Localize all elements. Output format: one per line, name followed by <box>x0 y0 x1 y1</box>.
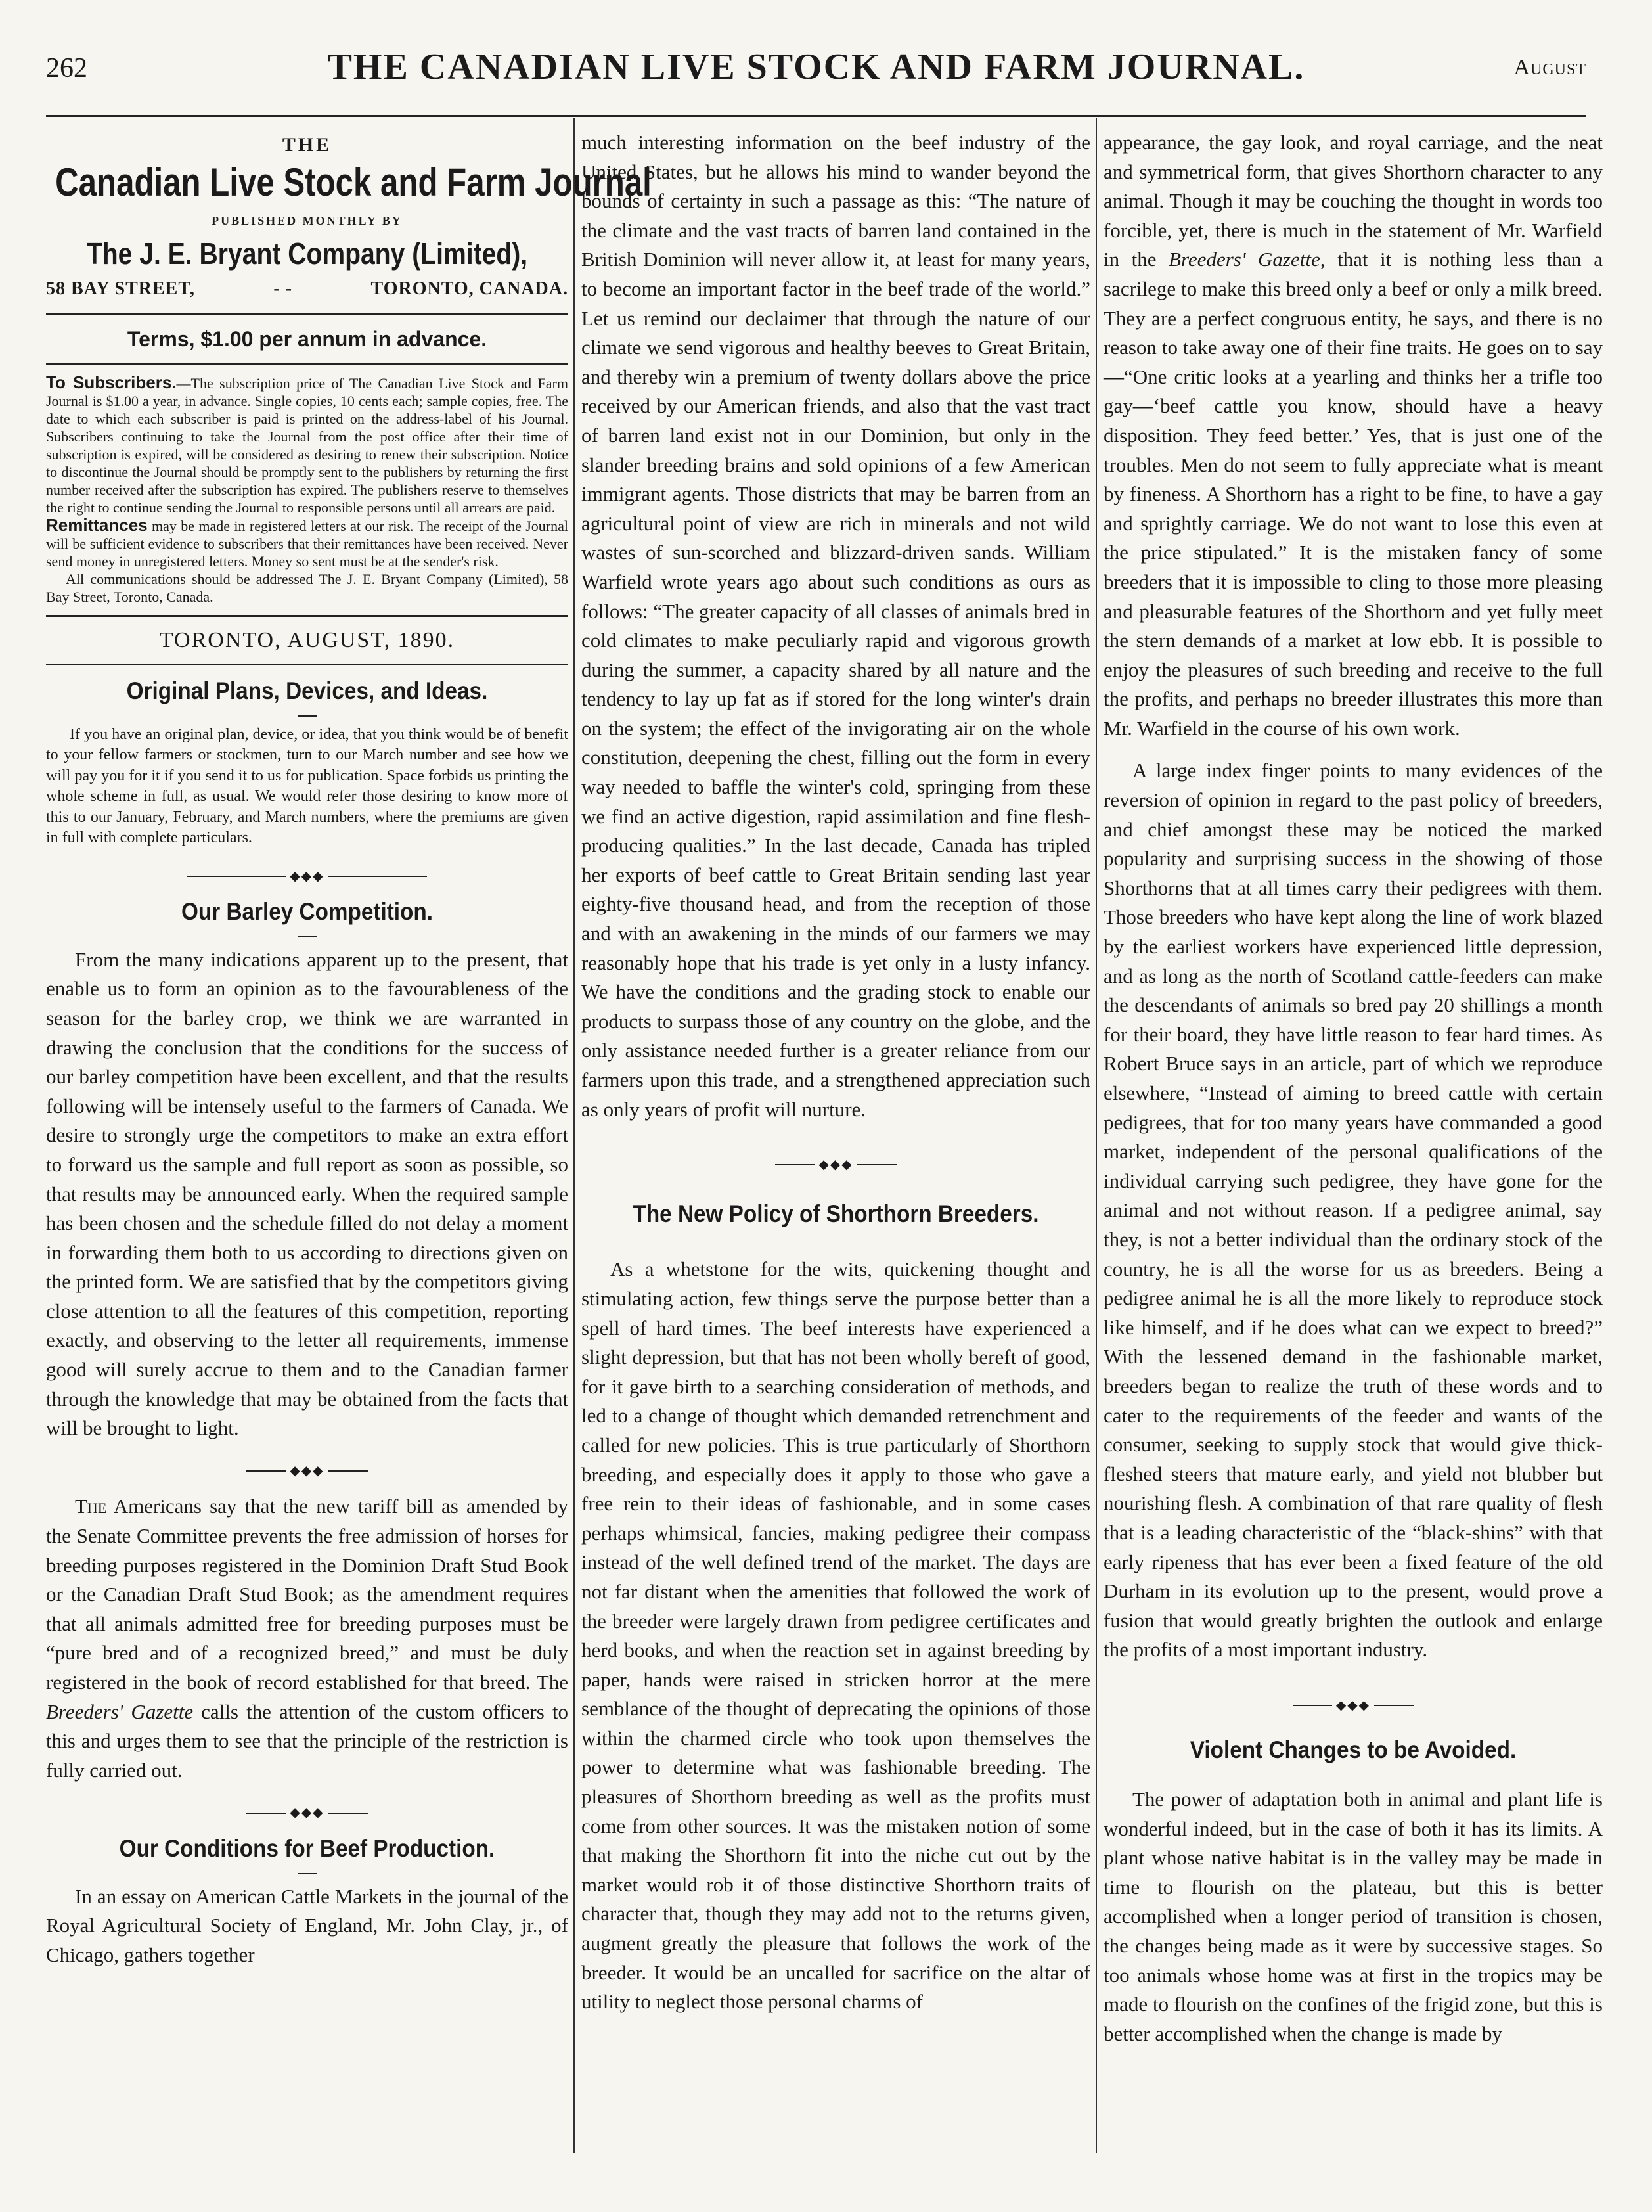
subscribers-text: —The subscription price of The Canadian Live Stock and Farm Journal is $1.00 a year, in advance. Single copies, 10 cents each; sample copies, free. The date to which each subscriber is paid is printed on the address-label of his Journal. Subscribers continuing to take the Journal from the post office after their time of subscription is expired, will be considered as desiring to renew their subscription. Notice to discontinue the Journal should be promptly sent to the publishers by returning the first number received after the subscription has expired. The publishers reserve to themselves the right to continue sending the Journal to responsible persons until all arrears are paid. <box>46 375 568 516</box>
masthead-company: The J. E. Bryant Company (Limited), <box>86 237 528 271</box>
header-rule <box>46 115 1586 117</box>
address-street: 58 BAY STREET, <box>46 279 195 300</box>
title-dash <box>298 1873 317 1874</box>
masthead <box>46 131 652 304</box>
dateline: TORONTO, AUGUST, 1890. <box>159 628 455 653</box>
title-dash <box>298 715 317 717</box>
column-1 <box>46 128 652 2153</box>
masthead-title: Canadian Live Stock and Farm Journal <box>55 160 652 204</box>
terms: Terms, $1.00 per annum in advance. <box>127 327 487 351</box>
paragraph: As a whetstone for the wits, quickening thought and stimulating action, few things serve the purpose better than a spell of hard times. The beef interests have experienced a slight depression, but that has not been wholly bereft of good, for it gave birth to a searching consideration of methods, and led to a change of thought which demanded retrenchment and called for new policies. This is true particularly of Shorthorn breeding, and especially does it apply to those who gave a free rein to their ideas of fashionable, and in some cases perhaps whimsical, fancies, making pedigree their compass instead of the well defined trend of the market. The days are not far distant when the amenities that followed the work of the breeder were largely drawn from pedigree certificates and herd books, and when the reaction set in against breeding by paper, hands were raised in stricken horror at the mere semblance of the thought of deprecating the opinions of those within the charmed circle who took upon themselves the power to determine what was fashionable breeding. The pleasures of Shorthorn breeding as well as the profits must come from other sources. It was the mistaken notion of some that making the Shorthorn fit into the niche cut out by the market would rob it of those distinctive Shorthorn traits of character that, though they may add not to the returns given, augment greatly the pleasure that follows the work of the breeder. It would be an uncalled for sacrifice on the altar of utility to neglect those personal charms of <box>581 1257 1090 2014</box>
shorthorn-text: , that it is nothing less than a sacrilege to make this breed only a beef or only a milk breed. They are a perfect congruous entity, he says, and there is no reason to take away one of their fine traits. He goes on to say—“One critic looks at a yearling and thinks her a trifle too gay—‘beef cattle you know, should have a heavy disposition. They feed better.’ Yes, that is just one of the troubles. Men do not seem to fully appreciate what is meant by fineness. A Shorthorn has a right to be fine, to have a gay and sprightly carriage. We do not want to lose this even at the price stipulated.” It is the mistaken fancy of some breeders that it is impossible to cling to those more pleasing and pleasurable features of the Shorthorn and yet fully meet the stern demands of a market at low ebb. It is possible to enjoy the pleasures of such breeding and receive to the full the profits, and perhaps no breeder illustrates this more than Mr. Warfield in the course of his own work. <box>1104 248 1603 740</box>
address-separator: - - <box>273 279 293 300</box>
subscribers-lead: To Subscribers. <box>46 372 177 393</box>
issue-month: August <box>1513 55 1586 79</box>
subscribers-notice <box>46 374 568 516</box>
running-title: THE CANADIAN LIVE STOCK AND FARM JOURNAL. <box>327 47 1305 87</box>
title-dash <box>298 936 317 937</box>
paragraph: The power of adaptation both in animal and plant life is wonderful indeed, but in the case of both it has its limits. A plant whose native habitat is in the valley may be made in time to flourish on the plateau, but this is better accomplished when a longer period of transition is chosen, the changes being made as it were by successive stages. So too animals whose home was at first in the tropics may be made to flourish on the confines of the frigid zone, but this is better accomplished when the change is made by <box>1104 1788 1603 2045</box>
shorthorn-text: appearance, the gay look, and royal carriage, and the neat and symmetrical form, that gives Shorthorn character to any animal. Though it may be couching the thought in words too forcible, yet, there is much in the statement of Mr. Warfield in the <box>1104 131 1603 271</box>
rule <box>46 363 568 365</box>
address-notice: All communications should be addressed The J. E. Bryant Company (Limited), 58 Bay Street, Toronto, Canada. <box>46 571 568 606</box>
paragraph-lead: The <box>75 1495 107 1518</box>
section-ornament: ◆◆◆ <box>46 1798 568 1828</box>
rule <box>46 615 568 617</box>
subscription-notices <box>46 374 568 606</box>
masthead-address <box>46 275 568 304</box>
remittances-lead: Remittances <box>46 515 148 535</box>
section-ornament: ◆◆◆ <box>46 862 568 892</box>
remittances-text: may be made in registered letters at our risk. The receipt of the Journal will be sufficient evidence to subscribers that their remittances have been received. Never send money in unregistered letters. Money so sent must be at the sender's risk. <box>46 518 568 570</box>
column-divider <box>1096 118 1097 2153</box>
paragraph <box>1104 128 1603 743</box>
article-title: Original Plans, Devices, and Ideas. <box>126 677 488 704</box>
article-title: Our Barley Competition. <box>181 898 434 926</box>
gazette-title: Breeders' Gazette <box>46 1700 194 1723</box>
remittances-notice <box>46 516 568 570</box>
rule <box>46 313 568 315</box>
column-3 <box>1104 128 1603 2153</box>
section-ornament: ◆◆◆ <box>46 1456 568 1486</box>
column-divider <box>573 118 575 2153</box>
masthead-published: PUBLISHED MONTHLY BY <box>212 214 403 227</box>
masthead-the: THE <box>282 134 332 156</box>
article-title: Violent Changes to be Avoided. <box>1190 1736 1517 1764</box>
paragraph <box>46 1492 568 1785</box>
tariff-text: Americans say that the new tariff bill as amended by the Senate Committee prevents the free admission of horses for breeding purposes registered in the Dominion Draft Stud Book or the Canadian Draft Stud Book; as the amendment requires that all animals admitted free for breeding purposes must be “pure bred and of a recognized breed,” and must be duly registered in the book of record established for that breed. The <box>46 1495 568 1694</box>
gazette-title: Breeders' Gazette <box>1169 248 1320 271</box>
page-header <box>46 46 1586 105</box>
paragraph: In an essay on American Cattle Markets in the journal of the Royal Agricultural Society of England, Mr. John Clay, jr., of Chicago, gathers together <box>46 1884 568 1966</box>
paragraph: If you have an original plan, device, or idea, that you think would be of benefit to your fellow farmers or stockmen, turn to our March number and see how we will pay you for it if you send it to us for publication. Space forbids us printing the whole scheme in full, as usual. We would refer those desiring to know more of this to our January, February, and March numbers, where the premiums are given in full with complete particulars. <box>46 725 568 847</box>
column-2 <box>581 128 1090 2153</box>
section-ornament: ◆◆◆ <box>581 1150 1090 1180</box>
page-number: 262 <box>46 53 87 83</box>
address-city: TORONTO, CANADA. <box>370 279 568 300</box>
paragraph: A large index finger points to many evidences of the reversion of opinion in regard to the past policy of breeders, and chief amongst these may be noticed the marked popularity and surprising success in the showing of those Shorthorns that at all times carry their pedigrees with them. Those breeders who have kept along the line of work blazed by the earliest workers have experienced little depression, and as long as the north of Scotland cattle-feeders can make the descendants of animals so bred pay 20 shillings a month for their board, they have little reason to fear hard times. As Robert Bruce says in an article, part of which we reproduce elsewhere, “Instead of aiming to breed cattle with certain pedigrees, that for too many years have commanded a good market, independent of the personal qualifications of the individual carrying such pedigree, they have gone for the animal and not without reason. If a pedigree animal, say they, is not a better individual than the ordinary stock of the country, he is all the worse for us as breeders. Being a pedigree animal he is all the more likely to reproduce stock like himself, and if he does what can we expect to breed?” With the lessened demand in the fashionable market, breeders began to realize the truth of these words and to cater to the requirements of the feeder and wants of the consumer, seeking to supply stock that would give thick-fleshed steers that mature early, and yield not blubber but nourishing flesh. A combination of that rare quality of flesh that is a leading characteristic of the “black-shins” with that early ripeness that has ever been a fixed feature of the old Durham in its evolution up to the present, would prove a fusion that would greatly brighten the outlook and enlarge the profits of a most important industry. <box>1104 759 1603 1661</box>
section-ornament: ◆◆◆ <box>1104 1691 1603 1721</box>
article-title: Our Conditions for Beef Production. <box>119 1834 495 1862</box>
article-body <box>46 725 568 849</box>
tariff-text: calls the attention of the custom officers to this and urges them to see that the principle of the restriction is fully carried out. <box>46 1700 568 1782</box>
rule <box>46 664 568 665</box>
paragraph: From the many indications apparent up to the present, that enable us to form an opinion as to the favourableness of the season for the barley crop, we think we are warranted in drawing the conclusion that the conditions for the success of our barley competition have been excellent, and that the results following will be intensely useful to the farmers of Canada. We desire to strongly urge the competitors to make an extra effort to forward us the sample and full report as soon as possible, so that results may be announced early. When the required sample has been chosen and the schedule filled do not delay a moment in forwarding them both to us according to directions given on the printed form. We are satisfied that by the competitors giving close attention to all the features of this competition, reporting exactly, and observing to the letter all requirements, immense good will surely accrue to them and to the Canadian farmer through the knowledge that may be obtained from the facts that will be brought to light. <box>46 947 568 1440</box>
article-title: The New Policy of Shorthorn Breeders. <box>633 1200 1039 1227</box>
paragraph: much interesting information on the beef industry of the United States, but he allows his mind to wander beyond the bounds of certainty in such a passage as this: “The nature of the climate and the vast tracts of barren land contained in the British Dominion will never allow it, at least for many years, to become an important factor in the beef trade of the world.” Let us remind our declaimer that through the nature of our climate we send vigorous and healthy beeves to Great Britain, and thereby win a premium of twenty dollars above the price received by our American friends, and also that the vast tract of barren land exist not in our Dominion, but only in the slander breeding brains and sold opinions of a few American immigrant agents. Those districts that may be barren from an agricultural point of view are rich in minerals and not wild wastes of sun-scorched and blizzard-driven sands. William Warfield wrote years ago about such conditions as ours as follows: “The greater capacity of all classes of animals bred in cold climates to make peculiarly rapid and vigorous growth during the summer, a capacity shared by all nature and the tendency to lay up fat as if stored for the long winter's drain on the system; the effect of the invigorating air on the whole constitution, deepening the chest, filling out the form in every way needed to baffle the winter's cold, springing from these we find an active digestion, rapid assimilation and fine flesh-producing qualities.” In the last decade, Canada has tripled her exports of beef cattle to Great Britain sending last year eighty-five thousand head, and from the reception of those and with an awakening in the minds of our farmers we may reasonably hope that his trade is yet only in a lusty infancy. We have the conditions and the grading stock to enable our products to surpass those of any country on the globe, and the only assistance needed further is a greater reliance from our farmers upon this trade, and a strengthened appreciation such as only years of profit will nurture. <box>581 131 1090 1121</box>
